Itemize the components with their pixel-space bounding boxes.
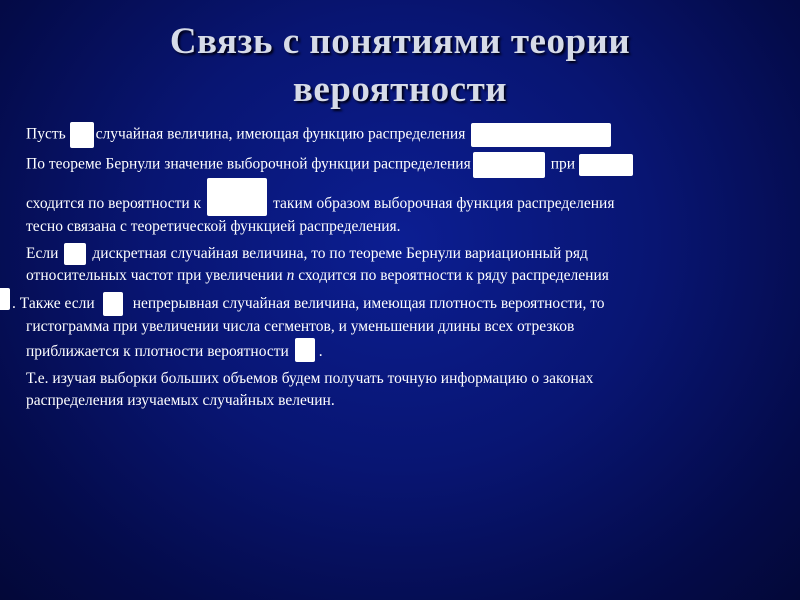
paragraph-4 [26,368,786,413]
p1-text-post: случайная величина, имеющая функцию распределения [95,125,466,143]
p3-line-4: гистограмма при увеличении числа сегментов, и уменьшении длины всех отрезков [26,317,575,335]
p2-line-1 [26,152,786,178]
p3-l2-var: n [286,267,295,284]
p3-l1-post: дискретная случайная величина, то по теореме Бернули вариационный ряд [92,244,588,262]
formula-Fn-image [473,152,545,178]
p3-l1-pre: Если [26,244,59,262]
formula-x-discrete-image [64,243,86,265]
slide-body [12,122,786,417]
slide-title-line-2: вероятности [292,69,508,110]
slide-title-line-1: Связь с понятиями теории [169,21,631,62]
p2-l2-post: таким образом выборочная функция распределения [273,195,615,212]
formula-Fx-target-image [207,178,267,216]
formula-n-limit-image [579,154,633,176]
p3-line-5 [26,338,786,364]
formula-x-continuous-image [103,292,123,316]
p3-line-1 [26,243,786,266]
paragraph-3 [12,243,786,364]
p3-l5-pre: приближается к плотности вероятности [26,343,289,361]
p2-l1-pre: По теореме Бернули значение выборочной функции распределения [26,155,471,173]
formula-distribution-series-image [0,288,10,310]
p4-line-1: Т.е. изучая выборки больших объемов будем получать точную информацию о законах [26,369,594,387]
paragraph-2 [26,152,786,239]
formula-x-image [70,122,94,148]
p4-line-2: распределения изучаемых случайных велечин. [26,392,335,410]
p2-l1-mid: при [550,155,576,173]
p3-l5-post: . [318,343,323,361]
paragraph-1 [26,122,786,148]
p3-l3-a: . Также если [12,294,95,312]
slide-title [40,18,760,114]
p3-l3-b-part: непрерывная случайная величина, имеющая плотность вероятности, то [132,294,605,312]
p3-l2-pre: относительных частот при увеличении [26,267,283,284]
p2-l2-pre: сходится по вероятности к [26,195,202,212]
p2-line-3: тесно связана с теоретической функцией распределения. [26,218,401,235]
p2-line-2 [26,178,786,216]
p3-line-3 [12,288,786,316]
p3-l2-post: сходится по вероятности к ряду распределения [298,267,609,284]
formula-fx-density-image [295,338,315,362]
formula-Fx-image [471,123,611,147]
p3-line-2 [26,265,786,288]
p1-text-pre: Пусть [26,125,66,143]
